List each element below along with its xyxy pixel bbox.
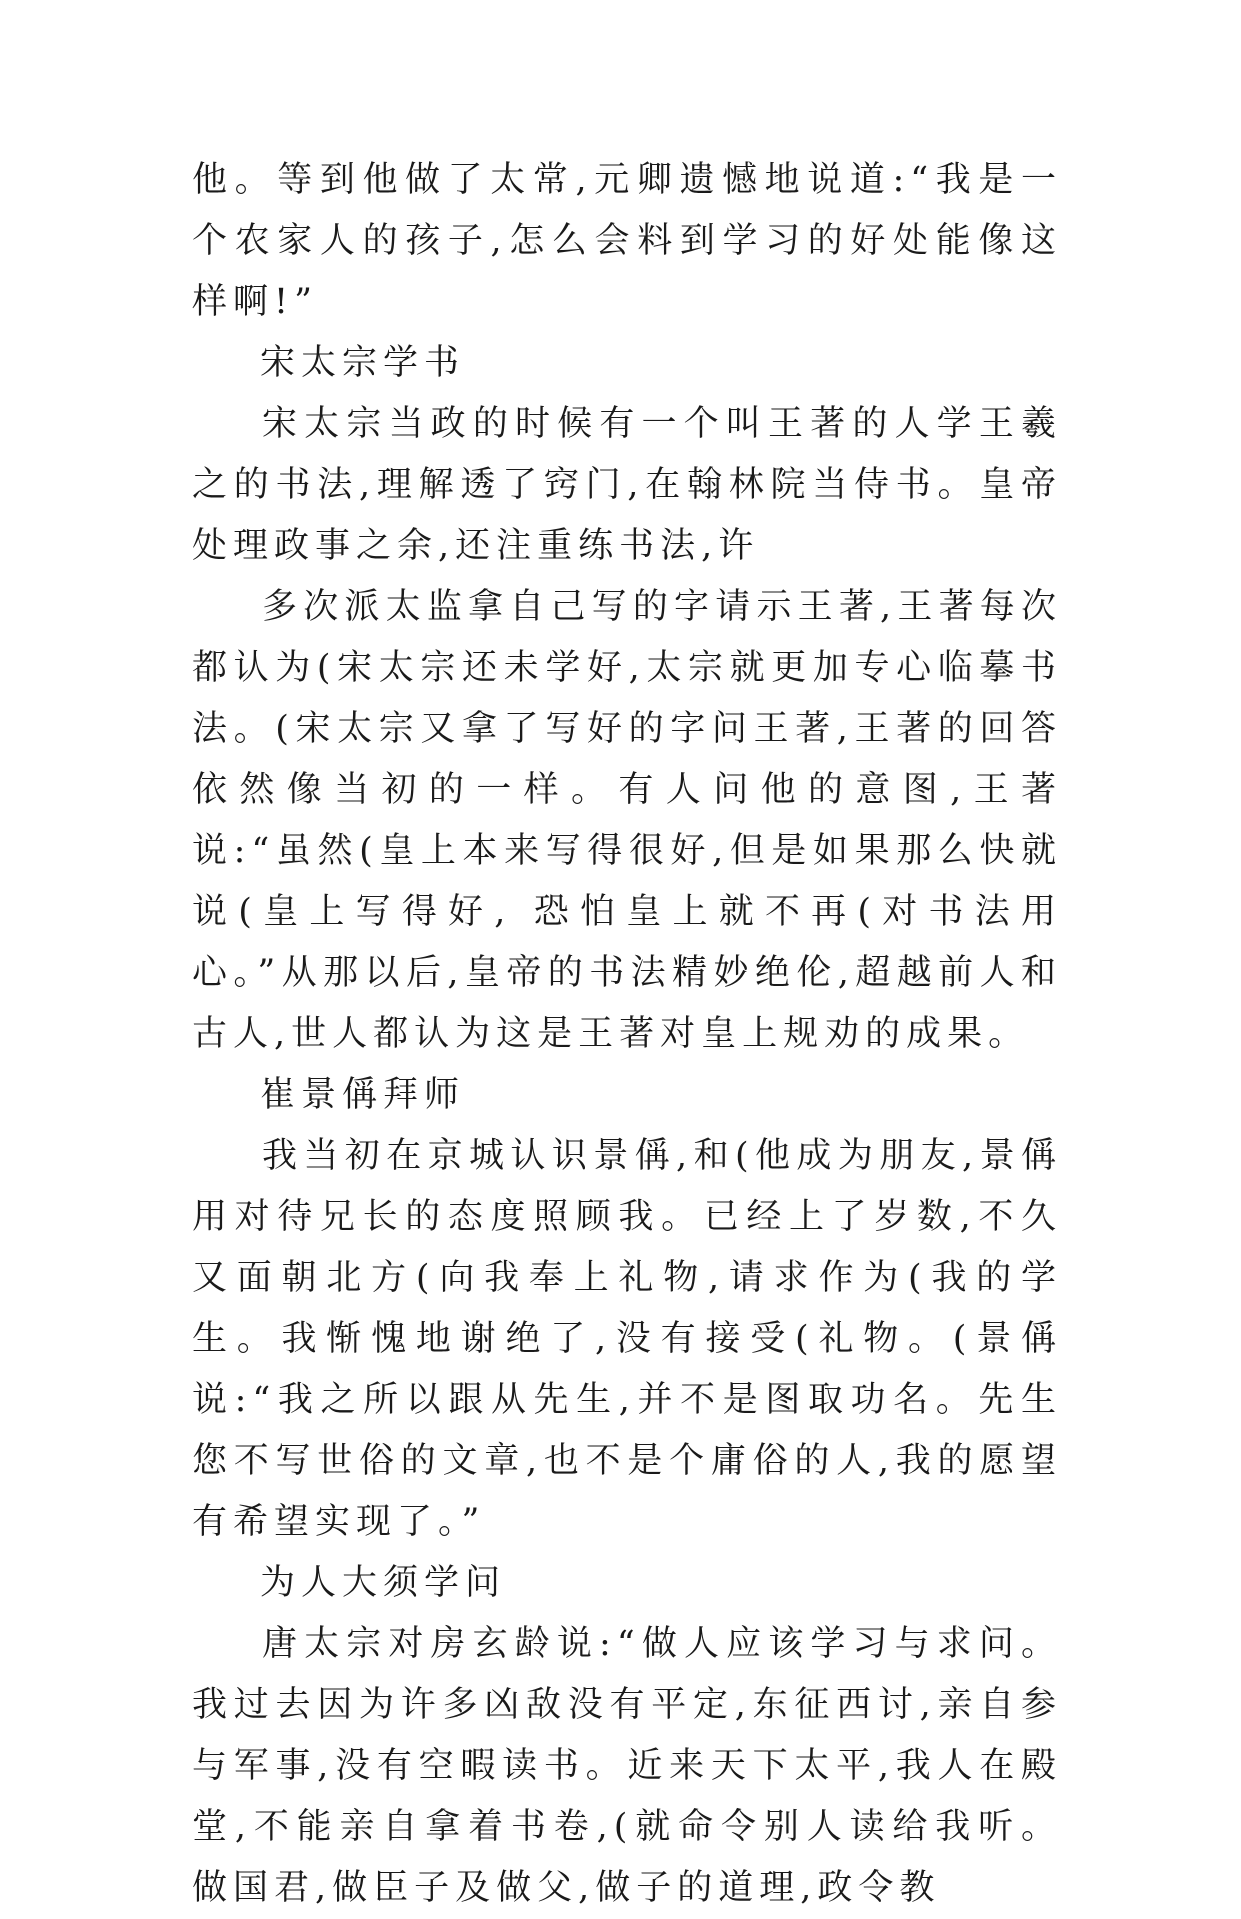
section-title-song-taizong: 宋太宗学书 xyxy=(260,343,466,383)
paragraph-4: 我当初在京城认识景偁,和(他成为朋友,景偁用对待兄长的态度照顾我。已经上了岁数,不久又面朝北方(向我奉上礼物,请求作为(我的学生。我惭愧地谢绝了,没有接受(礼物。(景偁说:“我之所以跟从先生,并不是图取功名。先生您不写世俗的文章,也不是个庸俗的人,我的愿望有希望实现了。” xyxy=(192,1136,1062,1542)
paragraph-5: 唐太宗对房玄龄说:“做人应该学习与求问。我过去因为许多凶敌没有平定,东征西讨,亲自参与军事,没有空暇读书。近来天下太平,我人在殿堂,不能亲自拿着书卷,(就命令别人读给我听。做国君,做臣子及做父,做子的道理,政令教 xyxy=(192,1624,1062,1908)
section-title-cui-jingcheng: 崔景偁拜师 xyxy=(260,1075,466,1115)
paragraph-3: 多次派太监拿自己写的字请示王著,王著每次都认为(宋太宗还未学好,太宗就更加专心临摹书法。(宋太宗又拿了写好的字问王著,王著的回答依然像当初的一样。有人问他的意图,王著说:“虽然(皇上本来写得很好,但是如果那么快就说(皇上写得好, 恐怕皇上就不再(对书法用心。”从那以后,皇帝的书法精妙绝伦,超越前人和古人,世人都认为这是王著对皇上规劝的成果。 xyxy=(192,587,1062,1054)
paragraph-1: 他。等到他做了太常,元卿遗憾地说道:“我是一个农家人的孩子,怎么会料到学习的好处能像这样啊!” xyxy=(192,160,1062,322)
document-page xyxy=(192,150,1062,1919)
section-title-learning: 为人大须学问 xyxy=(260,1563,507,1603)
paragraph-2: 宋太宗当政的时候有一个叫王著的人学王羲之的书法,理解透了窍门,在翰林院当侍书。皇帝处理政事之余,还注重练书法,许 xyxy=(192,404,1062,566)
